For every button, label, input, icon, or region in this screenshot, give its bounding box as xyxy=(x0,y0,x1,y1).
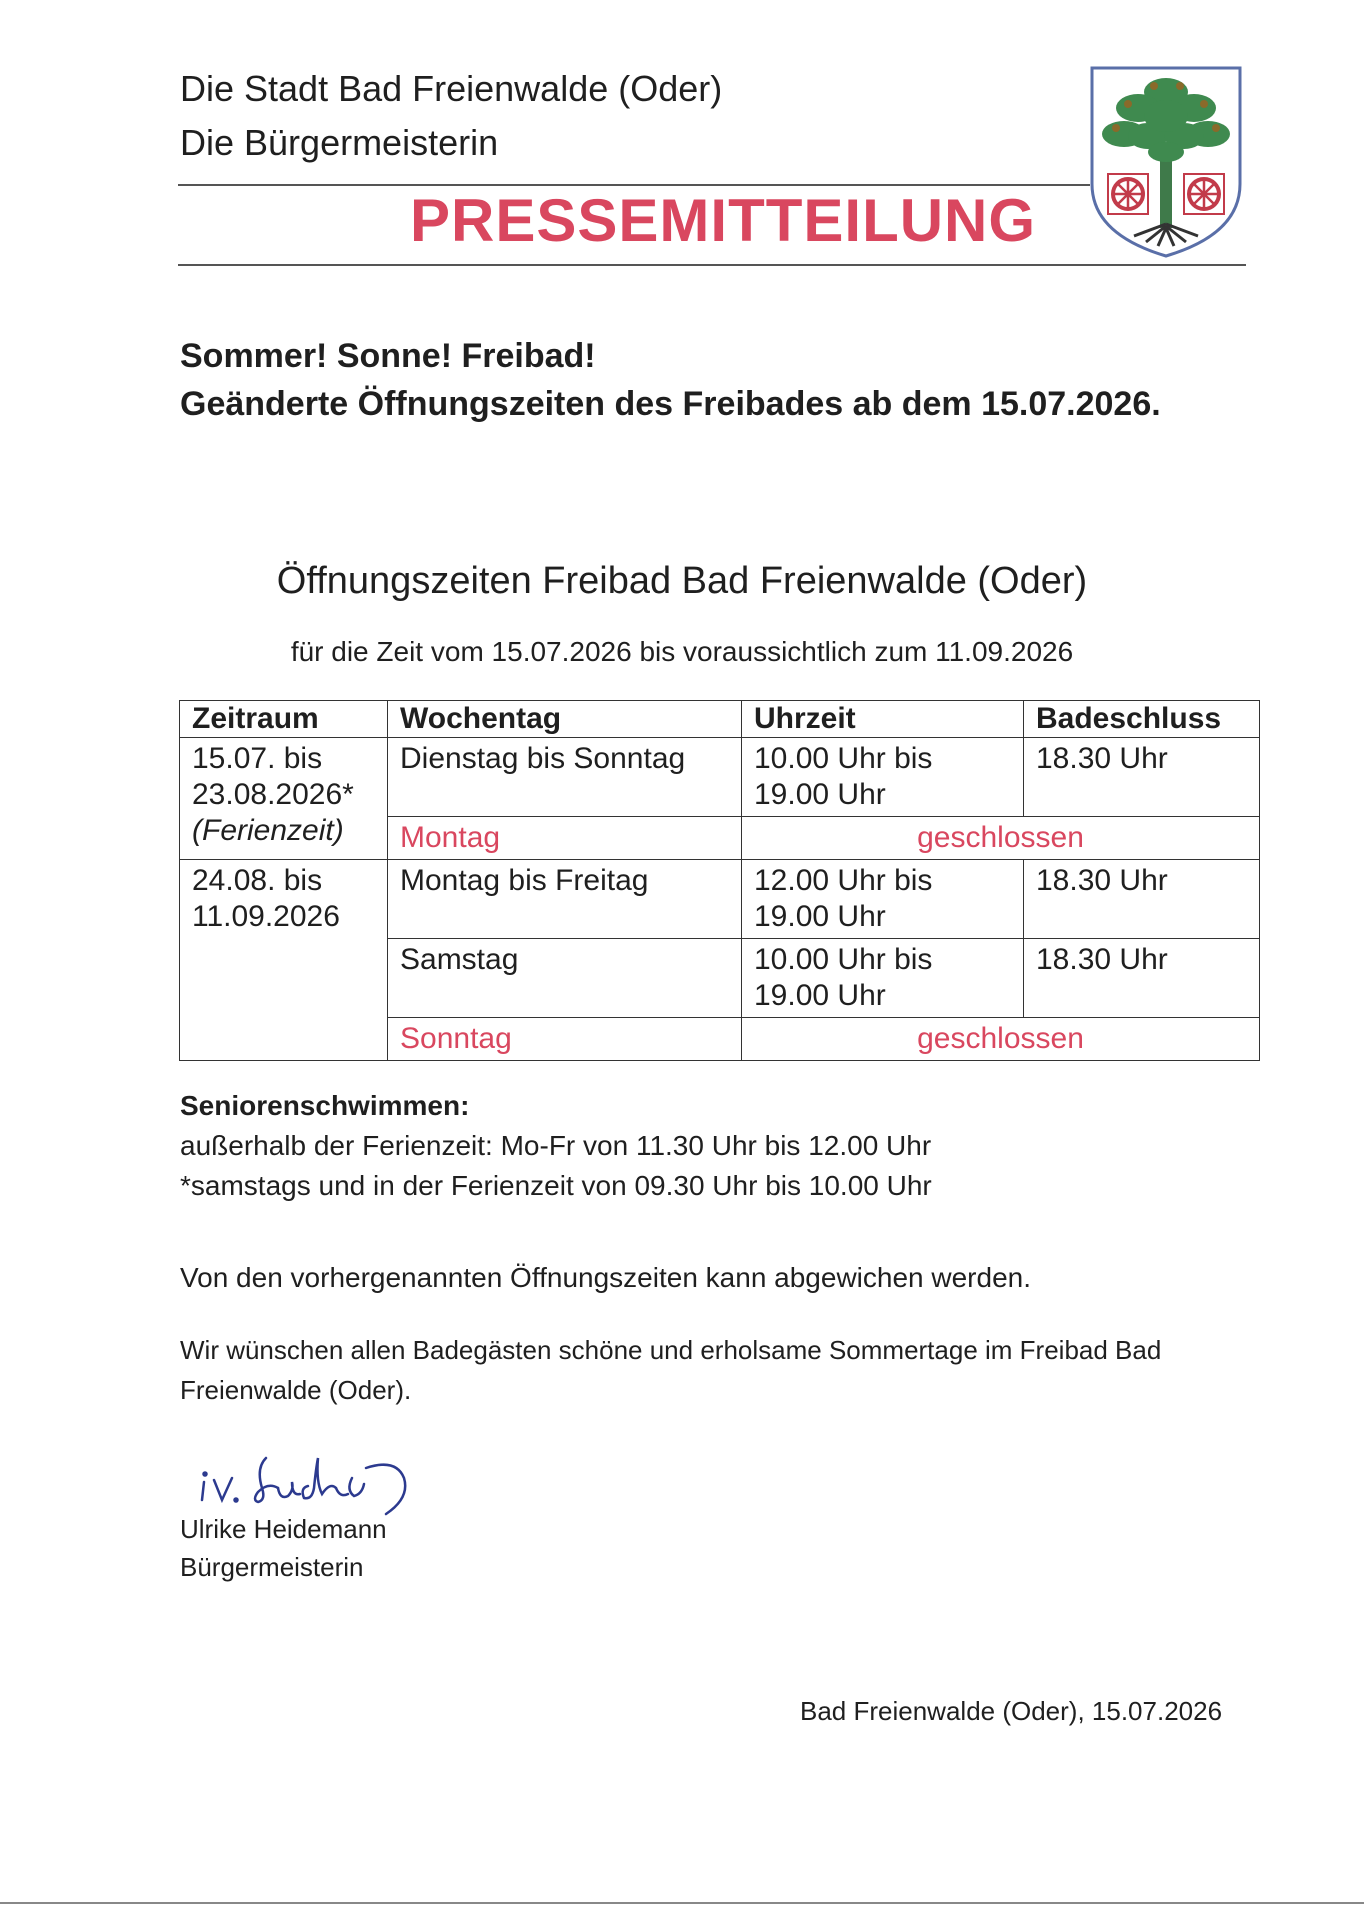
time-end: 19.00 Uhr xyxy=(754,979,886,1012)
header-weekday: Wochentag xyxy=(388,701,742,738)
period-2-end: 11.09.2026 xyxy=(192,900,340,933)
time-start: 10.00 Uhr bis xyxy=(754,943,933,976)
time-start: 12.00 Uhr bis xyxy=(754,864,933,897)
headline-line-2: Geänderte Öffnungszeiten des Freibades ab dem 15.07.2026. xyxy=(180,385,1161,423)
coat-of-arms-oak-tree-icon xyxy=(1088,64,1244,260)
handwritten-signature xyxy=(196,1438,426,1518)
period-1-note: (Ferienzeit) xyxy=(192,814,344,847)
table-header-row xyxy=(180,701,1260,738)
table-row xyxy=(180,738,1260,817)
wish-line-1: Wir wünschen allen Badegästen schöne und erholsame Sommertage im Freibad Bad xyxy=(180,1335,1162,1365)
header-period: Zeitraum xyxy=(180,701,388,738)
header-time: Uhrzeit xyxy=(742,701,1024,738)
weekday-cell: Dienstag bis Sonntag xyxy=(388,738,742,817)
header-rule-bottom xyxy=(178,264,1246,266)
time-end: 19.00 Uhr xyxy=(754,778,886,811)
opening-hours-table xyxy=(179,700,1260,1061)
time-start: 10.00 Uhr bis xyxy=(754,742,933,775)
weekday-closed-cell: Sonntag xyxy=(388,1018,742,1061)
page-bottom-rule xyxy=(0,1902,1364,1904)
weekday-closed-cell: Montag xyxy=(388,817,742,860)
place-date: Bad Freienwalde (Oder), 15.07.2026 xyxy=(800,1696,1223,1726)
deviation-notice: Von den vorhergenannten Öffnungszeiten kann abgewichen werden. xyxy=(180,1262,1032,1293)
table-row xyxy=(180,860,1260,939)
seniors-title: Seniorenschwimmen: xyxy=(180,1090,470,1121)
wish-line-2: Freienwalde (Oder). xyxy=(180,1375,412,1405)
closed-status: geschlossen xyxy=(742,817,1260,860)
period-2-start: 24.08. bis xyxy=(192,864,323,897)
schedule-title: Öffnungszeiten Freibad Bad Freienwalde (Oder) xyxy=(276,560,1088,602)
closing-cell: 18.30 Uhr xyxy=(1024,939,1260,1018)
mayor-office: Die Bürgermeisterin xyxy=(180,122,499,163)
signatory-name: Ulrike Heidemann xyxy=(180,1514,387,1544)
schedule-subtitle: für die Zeit vom 15.07.2026 bis voraussichtlich zum 11.09.2026 xyxy=(290,636,1074,667)
city-name: Die Stadt Bad Freienwalde (Oder) xyxy=(180,68,723,109)
signatory-role: Bürgermeisterin xyxy=(180,1552,364,1582)
weekday-cell: Samstag xyxy=(388,939,742,1018)
time-cell xyxy=(742,860,1024,939)
seniors-line-2: *samstags und in der Ferienzeit von 09.30 Uhr bis 10.00 Uhr xyxy=(180,1170,932,1201)
period-1-start: 15.07. bis xyxy=(192,742,323,775)
closing-cell: 18.30 Uhr xyxy=(1024,860,1260,939)
closing-cell: 18.30 Uhr xyxy=(1024,738,1260,817)
press-release-label: PRESSEMITTEILUNG xyxy=(410,187,1037,254)
header-closing: Badeschluss xyxy=(1024,701,1260,738)
period-1-end: 23.08.2026* xyxy=(192,778,354,811)
weekday-cell: Montag bis Freitag xyxy=(388,860,742,939)
period-2-cell xyxy=(180,860,388,1061)
closed-status: geschlossen xyxy=(742,1018,1260,1061)
seniors-line-1: außerhalb der Ferienzeit: Mo-Fr von 11.30 Uhr bis 12.00 Uhr xyxy=(180,1130,932,1161)
time-cell xyxy=(742,939,1024,1018)
time-cell xyxy=(742,738,1024,817)
period-1-cell xyxy=(180,738,388,860)
headline-line-1: Sommer! Sonne! Freibad! xyxy=(180,337,596,375)
time-end: 19.00 Uhr xyxy=(754,900,886,933)
